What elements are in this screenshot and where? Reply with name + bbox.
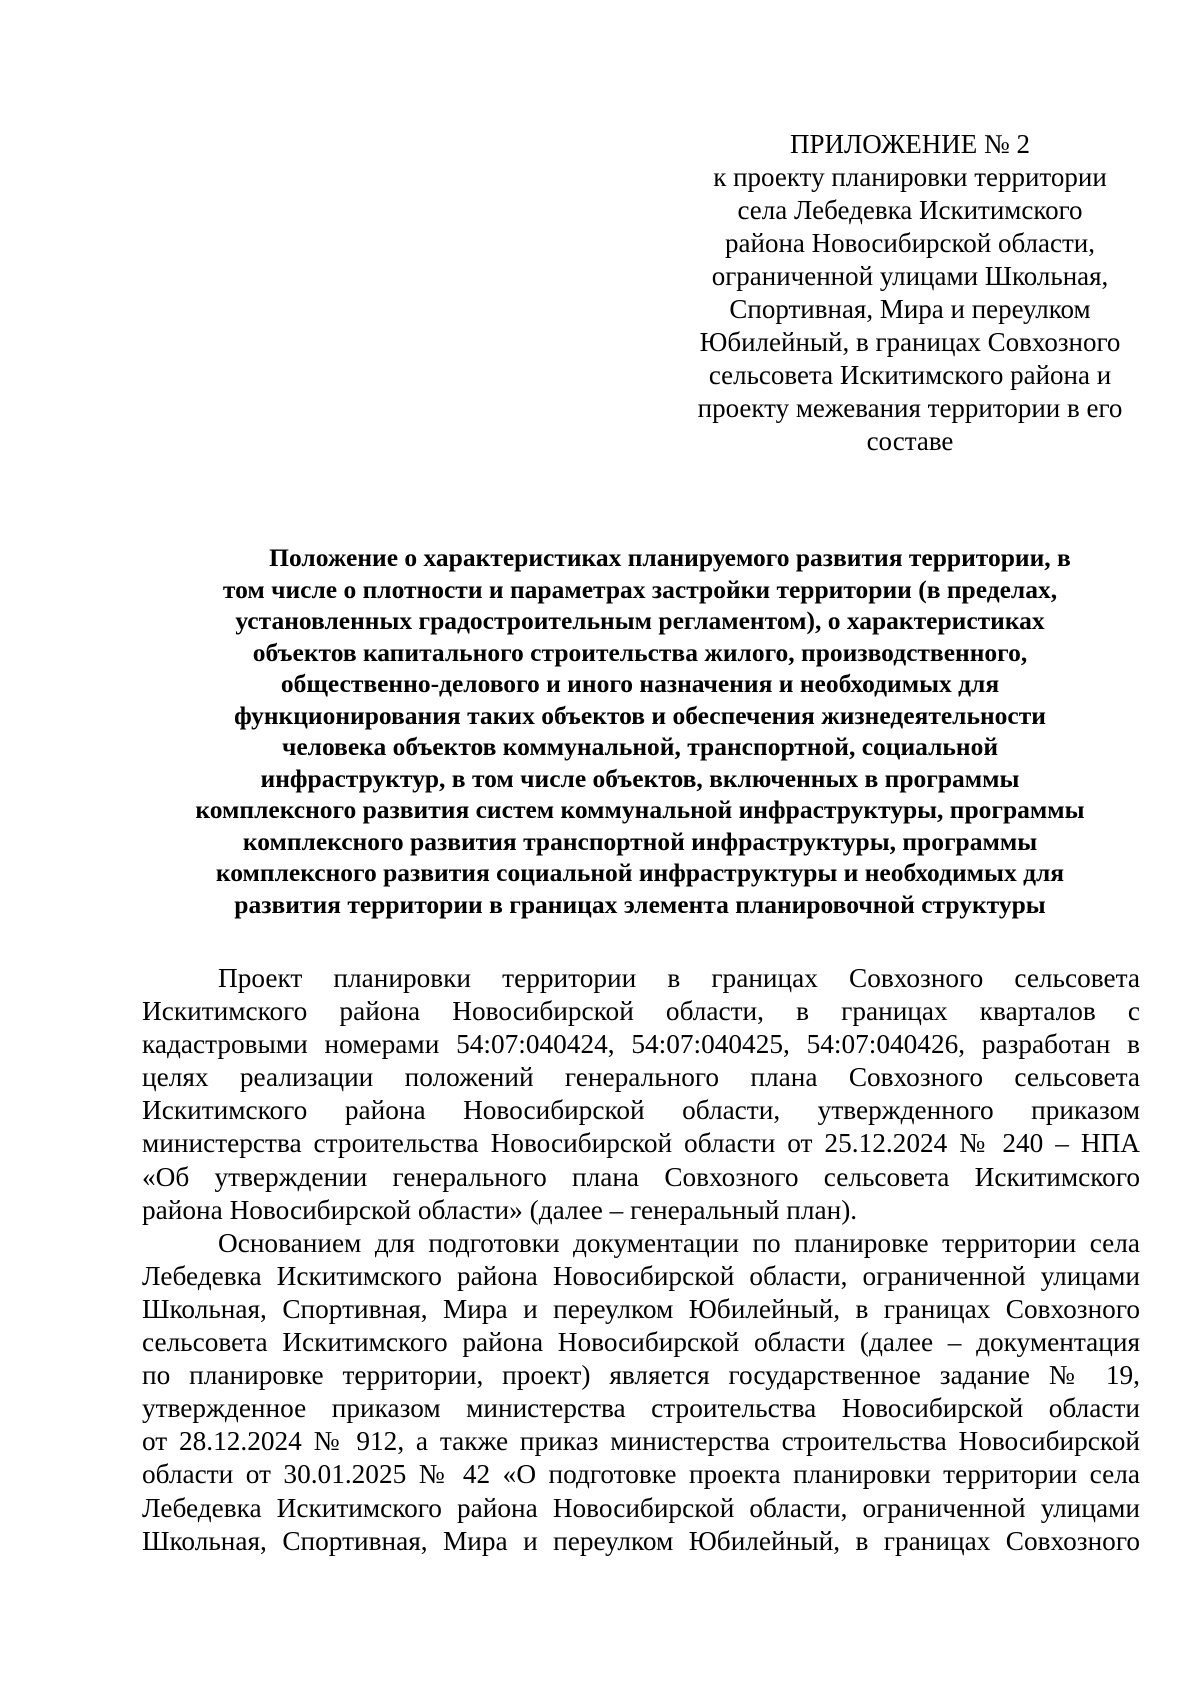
paragraph-line: Искитимского района Новосибирской области, в границах кварталов с	[142, 996, 1140, 1027]
paragraph-line: целях реализации положений генерального плана Совхозного сельсовета	[142, 1062, 1140, 1093]
appendix-line: сельсовета Искитимского района и	[708, 360, 1112, 390]
paragraph-project-basis	[142, 962, 1140, 1227]
paragraph-line: Лебедевка Искитимского района Новосибирской области, ограниченной улицами	[142, 1492, 1140, 1523]
appendix-line: составе	[866, 426, 954, 456]
heading-line: комплексного развития транспортной инфраструктуры, программы	[242, 826, 1038, 856]
appendix-line: к проекту планировки территории	[713, 162, 1107, 192]
appendix-line: проекту межевания территории в его	[697, 393, 1123, 423]
paragraph-line: сельсовета Искитимского района Новосибирской области (далее – документация	[142, 1327, 1140, 1358]
paragraph-line: министерства строительства Новосибирской области от 25.12.2024 № 240 – НПА	[142, 1128, 1140, 1159]
paragraph-line: кадастровыми номерами 54:07:040424, 54:07:040425, 54:07:040426, разработан в	[142, 1029, 1140, 1060]
heading-line: человека объектов коммунальной, транспортной, социальной	[281, 732, 999, 761]
heading-line: инфраструктур, в том числе объектов, включенных в программы	[260, 763, 1020, 793]
paragraph-line: области от 30.01.2025 № 42 «О подготовке проекта планировки территории села	[142, 1459, 1140, 1490]
heading-line: установленных градостроительным регламентом), о характеристиках	[235, 606, 1045, 635]
paragraph-line: по планировке территории, проект) является государственное задание № 19,	[142, 1360, 1140, 1391]
paragraph-line: Искитимского района Новосибирской области, утвержденного приказом	[142, 1095, 1140, 1126]
paragraph-line: Проект планировки территории в границах Совхозного сельсовета	[218, 963, 1140, 993]
heading-line: общественно-делового и иного назначения и необходимых для	[280, 669, 1000, 698]
paragraph-line: от 28.12.2024 № 912, а также приказ министерства строительства Новосибирской	[142, 1426, 1140, 1457]
document-body	[142, 962, 1140, 1558]
paragraph-line: утвержденное приказом министерства строительства Новосибирской области	[142, 1393, 1140, 1424]
heading-line: том числе о плотности и параметрах застройки территории (в пределах,	[222, 574, 1058, 604]
appendix-line: ограниченной улицами Школьная,	[711, 261, 1109, 291]
heading-line: развития территории в границах элемента планировочной структуры	[234, 889, 1046, 919]
heading-line: комплексного развития систем коммунальной инфраструктуры, программы	[195, 795, 1085, 824]
paragraph-line: «Об утверждении генерального плана Совхозного сельсовета Искитимского	[142, 1161, 1140, 1192]
heading-line: комплексного развития социальной инфраструктуры и необходимых для	[215, 858, 1065, 887]
appendix-line: района Новосибирской области,	[725, 228, 1095, 258]
paragraph-grounds	[142, 1227, 1140, 1558]
appendix-line: села Лебедевка Искитимского	[737, 195, 1083, 225]
heading-line: Положение о характеристиках планируемого развития территории, в	[269, 543, 1071, 572]
document-heading	[140, 542, 1140, 920]
appendix-title: ПРИЛОЖЕНИЕ № 2	[789, 129, 1031, 159]
paragraph-line: Основанием для подготовки документации по планировке территории села	[218, 1227, 1140, 1258]
appendix-line: Юбилейный, в границах Совхозного	[699, 327, 1121, 357]
paragraph-line: Школьная, Спортивная, Мира и переулком Юбилейный, в границах Совхозного	[142, 1525, 1140, 1556]
appendix-line: Спортивная, Мира и переулком	[729, 294, 1091, 324]
heading-line: объектов капитального строительства жилого, производственного,	[252, 637, 1028, 667]
paragraph-line: Школьная, Спортивная, Мира и переулком Юбилейный, в границах Совхозного	[142, 1293, 1140, 1324]
paragraph-line: Лебедевка Искитимского района Новосибирской области, ограниченной улицами	[142, 1260, 1140, 1291]
appendix-header	[680, 128, 1140, 458]
paragraph-line: района Новосибирской области» (далее – генеральный план).	[142, 1194, 858, 1225]
heading-line: функционирования таких объектов и обеспечения жизнедеятельности	[234, 700, 1046, 730]
